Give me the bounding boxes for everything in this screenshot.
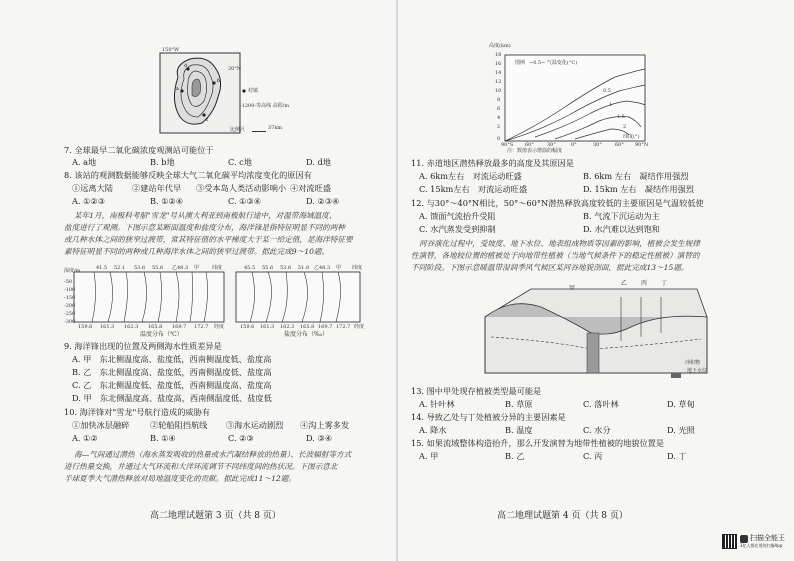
temp-top-tick-1: 41.5 [96,265,108,271]
heat-y-tick-10: 0 [497,136,501,142]
heat-y-tick-8: 4 [497,115,501,121]
right-page [397,0,794,561]
sal-top-tick-2: 55.6 [262,265,274,271]
heat-y-tick-4: 12 [495,79,502,85]
q12-stem: 12. 与30°～40°N相比，50°～60°N潜热释放高度较低的主要原因是气温较低使 [411,198,704,208]
map-scale-label: 比例尺 [230,127,246,133]
q11-option-d[interactable]: D. 15km 左右 凝结作用强烈 [583,184,694,194]
svg-text:d: d [184,64,187,69]
temp-bottom-tick-7: 经度 [214,324,225,330]
sal-bottom-tick-4: 165.8 [300,324,315,330]
temp-bottom-tick-6: 172.7 [194,324,209,330]
q11-stem: 11. 赤道地区潜热释放最多的高度及其原因是 [411,158,574,168]
q8-option-a[interactable]: A. ①②③ [72,196,106,206]
temp-bottom-tick-2: 161.3 [100,324,115,330]
q11-option-b[interactable]: B. 6km 左右 凝结作用强烈 [583,171,689,181]
sal-bottom-tick-1: 159.6 [240,324,255,330]
q12-option-d[interactable]: D. 水汽难以达到饱和 [583,224,660,234]
heat-x-tick-5: 30° [593,142,602,148]
q7-option-c[interactable]: C. c地 [228,157,252,167]
depth-tick-2: -100 [64,287,76,293]
diagram-label-bing: 丙 [641,280,648,287]
temp-bottom-tick-3: 162.3 [124,324,139,330]
temp-top-tick-2: 52.1 [114,265,126,271]
depth-tick-4: -200 [64,303,76,309]
q9-option-a[interactable]: A. 甲 东北侧温度高、盐度低，西南侧温度低、盐度高 [72,354,272,364]
heat-x-tick-3: 30° [547,142,556,148]
temp-bottom-tick-4: 165.8 [148,324,163,330]
sal-top-tick-6: 甲 [336,265,342,271]
passage1-line1: 某年1月，南极科考船"雪龙"号从澳大利亚到南极航行途中，对温带海域温度、 [74,211,337,220]
passage2-line3: 半球夏季大气潜热释放对局地温度变化的贡献。据此完成11～12题。 [64,474,296,483]
contour-label-2: 1 [609,102,613,108]
depth-tick-3: -150 [64,295,76,301]
left-page-footer: 高二地理试题第 3 页（共 8 页） [150,511,281,521]
heat-y-tick-5: 10 [495,88,502,94]
heat-y-tick-3: 14 [495,70,502,76]
sal-bottom-tick-6: 172.7 [336,324,351,330]
diagram-label-yi: 乙 [621,280,628,287]
q7-option-d[interactable]: D. d地 [306,157,331,167]
q13-option-c[interactable]: C. 落叶林 [583,399,619,409]
passage3-line3: 不同阶段。下图示意暖温带湿润季风气候区某河谷地貌剖面，据此完成13～15题。 [411,263,689,272]
map-scale-bar [252,131,266,132]
temp-depth-label: 深度/m [64,268,81,274]
depth-tick-6: -300 [64,319,76,325]
q15-option-a[interactable]: A. 甲 [419,451,439,461]
q10-item-4: ④沟上雾多发 [300,420,350,430]
map-scale-value: 37km [268,125,283,131]
q10-item-3: ③海水运动剧烈 [226,420,284,430]
sal-bottom-tick-2: 161.3 [260,324,275,330]
temp-bottom-tick-5: 169.7 [172,324,187,330]
passage3-line2: 性演替，各地较位置的植被处于向地带性植被（当地气候条件下的稳定性植被）演替的 [411,251,700,260]
scanner-stamp-sub: 3亿人都在用的扫描App [740,543,783,548]
q15-option-b[interactable]: B. 乙 [505,451,525,461]
passage2-line2: 进行热量交换，并通过大气环流和大洋环流调节不同纬度间的热状况。下图示意北 [64,462,338,471]
contour-label-3: 1.5 [617,114,625,120]
heat-chart-note: 注：数值表示增温的幅度 [507,148,563,154]
q9-stem: 9. 海洋锋出现的位置及两侧海水性质差异是 [64,341,222,351]
heat-x-tick-4: 0° [571,142,577,148]
q13-option-a[interactable]: A. 针叶林 [419,399,455,409]
q8-option-c[interactable]: C. ①③④ [228,196,262,206]
diagram-label-jia: 甲 [569,285,576,292]
heat-x-tick-7: 90°N [635,142,649,148]
map-legend-contour: -1200-等高线 高程/m [240,103,290,109]
q15-option-c[interactable]: C. 丙 [583,451,603,461]
q9-option-b[interactable]: B. 乙 东北侧温度高、盐度低，西南侧温度低、盐度高 [72,367,272,377]
sal-top-tick-3: 53.6 [280,265,292,271]
q14-option-c[interactable]: C. 水分 [583,425,611,435]
q7-stem: 7. 全球最早二氧化碳浓度观测站可能位于 [64,145,214,155]
temp-top-tick-7: 纬度 [212,265,223,271]
sal-bottom-tick-5: 169.7 [318,324,333,330]
passage1-line4: 素特征明显不同的两种或几种海洋水体之间的狭窄过渡带。据此完成9～10题。 [64,247,330,256]
sal-top-tick-1: 45.5 [244,265,256,271]
q11-option-c[interactable]: C. 15km左右 对流运动旺盛 [419,184,528,194]
heat-y-tick-1: 18 [495,52,502,58]
sal-top-tick-7: 纬度 [352,265,363,271]
valley-block-diagram [471,277,721,385]
temp-chart-title: 温度分布（℃） [140,331,183,338]
q8-item-3: ③受本岛人类活动影响小 [196,183,287,193]
svg-text:b: b [217,79,220,84]
heat-x-tick-6: 60° [615,142,624,148]
q10-option-a[interactable]: A. ①② [72,433,98,443]
diagram-label-ding: 丁 [661,280,668,287]
q12-option-a[interactable]: A. 馈面气流抬升受阻 [419,211,496,221]
contour-label-4: 2 [623,124,627,130]
q11-option-a[interactable]: A. 6km左右 对流运动旺盛 [419,171,522,181]
sal-chart-title: 盐度分布（‰） [284,331,329,338]
q10-stem: 10. 海洋锋对"雪龙"号航行造成的威胁有 [64,407,210,417]
contour-label-1: 0.5 [603,88,611,94]
heat-x-tick-1: 90°S [501,142,514,148]
passage1-line2: 盐度进行了观测。下图示意某断面温度和盐度分布，海洋锋是指特征明显不同的两种 [64,223,345,232]
svg-text:a: a [176,87,179,92]
island-contour-map [158,47,290,137]
scanner-logo-icon [740,535,748,543]
q9-option-d[interactable]: D. 甲 东北侧温度高、盐度高，西南侧温度低、盐度低 [72,393,272,403]
map-legend-village: 村镇 [248,88,259,94]
heat-y-tick-9: 2 [497,124,501,130]
sal-bottom-tick-3: 162.3 [280,324,295,330]
heat-x-tick-2: 60° [525,142,534,148]
q8-item-1: ①远离大陆 [72,183,113,193]
right-page-footer: 高二地理试题第 4 页（共 8 页） [497,511,628,521]
q10-item-1: ①加快冰层融碎 [72,420,130,430]
temp-top-tick-3: 53.6 [134,265,146,271]
map-lat-label: 20°N [228,66,242,72]
q8-option-b[interactable]: B. ①②④ [150,196,184,206]
q8-item-2: ②建站年代早 [132,183,182,193]
sal-top-tick-5: 乙48.3 [314,265,331,271]
qr-code-icon [722,534,737,549]
passage2-line1: 海—气间通过潜热（海水蒸发吸收的热量或水汽凝结释放的热量）、长波辐射等方式 [74,450,352,459]
heat-y-tick-7: 6 [497,106,501,112]
q10-option-d[interactable]: D. ③④ [306,433,333,443]
q14-stem: 14. 导致乙处与丁处植被分异的主要因素是 [411,412,566,422]
q14-option-d[interactable]: D. 光照 [667,425,695,435]
temp-top-tick-5: 乙48.3 [172,265,189,271]
temp-top-tick-4: 55.6 [152,265,164,271]
heat-chart-legend: 图例 [515,60,526,66]
q10-option-c[interactable]: C. ②③ [228,433,254,443]
diagram-legend-sediment: 冲积物 [685,360,701,366]
q8-stem: 8. 该站的观测数据能够反映全球大气二氧化碳平均浓度变化的原因有 [64,170,312,180]
q13-option-b[interactable]: B. 草原 [505,399,533,409]
temp-top-tick-6: 甲 [194,265,200,271]
diagram-legend-water: 地下水位 [687,368,708,374]
q14-option-a[interactable]: A. 降水 [419,425,447,435]
heat-chart-xlabel: 纬度(°) [623,134,640,140]
heat-y-tick-6: 8 [497,97,501,103]
passage1-line3: 或几种水体之间的狭窄过渡带，常其特征值的水平梯度大于某一给定值，是海洋特征要 [64,235,353,244]
temp-bottom-tick-1: 159.6 [78,324,93,330]
passage3-line1: 河谷演化过程中，受坡度、地下水位、地表组成物质等因素的影响，植被会发生规律 [419,239,700,248]
scanner-stamp [722,533,786,549]
q9-option-c[interactable]: C. 乙 东北侧温度低、盐度低，西南侧温度高、盐度高 [72,380,272,390]
sal-bottom-tick-7: 经度 [354,324,365,330]
scanner-stamp-text: 扫描全能王 [750,534,785,542]
q10-option-b[interactable]: B. ①④ [150,433,176,443]
q12-option-c[interactable]: C. 水汽蒸发受到抑制 [419,224,496,234]
q13-option-d[interactable]: D. 草甸 [667,399,695,409]
heat-chart-ylabel: 高度(km) [489,43,511,49]
q14-option-b[interactable]: B. 温度 [505,425,533,435]
q12-option-b[interactable]: B. 气流下沉运动为主 [583,211,660,221]
q8-item-4: ④对流旺盛 [290,183,331,193]
q13-stem: 13. 图中甲处现存植被类型最可能是 [411,386,542,396]
q15-stem: 15. 如果流域整体构造抬升，那么开发演替为地带性植被的地貌位置是 [411,438,665,448]
depth-tick-5: -250 [64,311,76,317]
map-lon-label: 150°W [162,47,180,53]
q7-option-a[interactable]: A. a地 [72,157,97,167]
depth-tick-1: -50 [64,279,73,285]
q15-option-d[interactable]: D. 丁 [667,451,687,461]
heat-y-tick-2: 16 [495,61,502,67]
q8-option-d[interactable]: D. ②③④ [306,196,340,206]
svg-text:c: c [206,118,209,123]
q10-item-2: ②轮船阻挡航线 [150,420,208,430]
sal-top-tick-4: 51.8 [298,265,310,271]
q7-option-b[interactable]: B. b地 [150,157,175,167]
heat-chart-legend-item: ~0.5~ 气温变化(°C) [529,60,578,66]
